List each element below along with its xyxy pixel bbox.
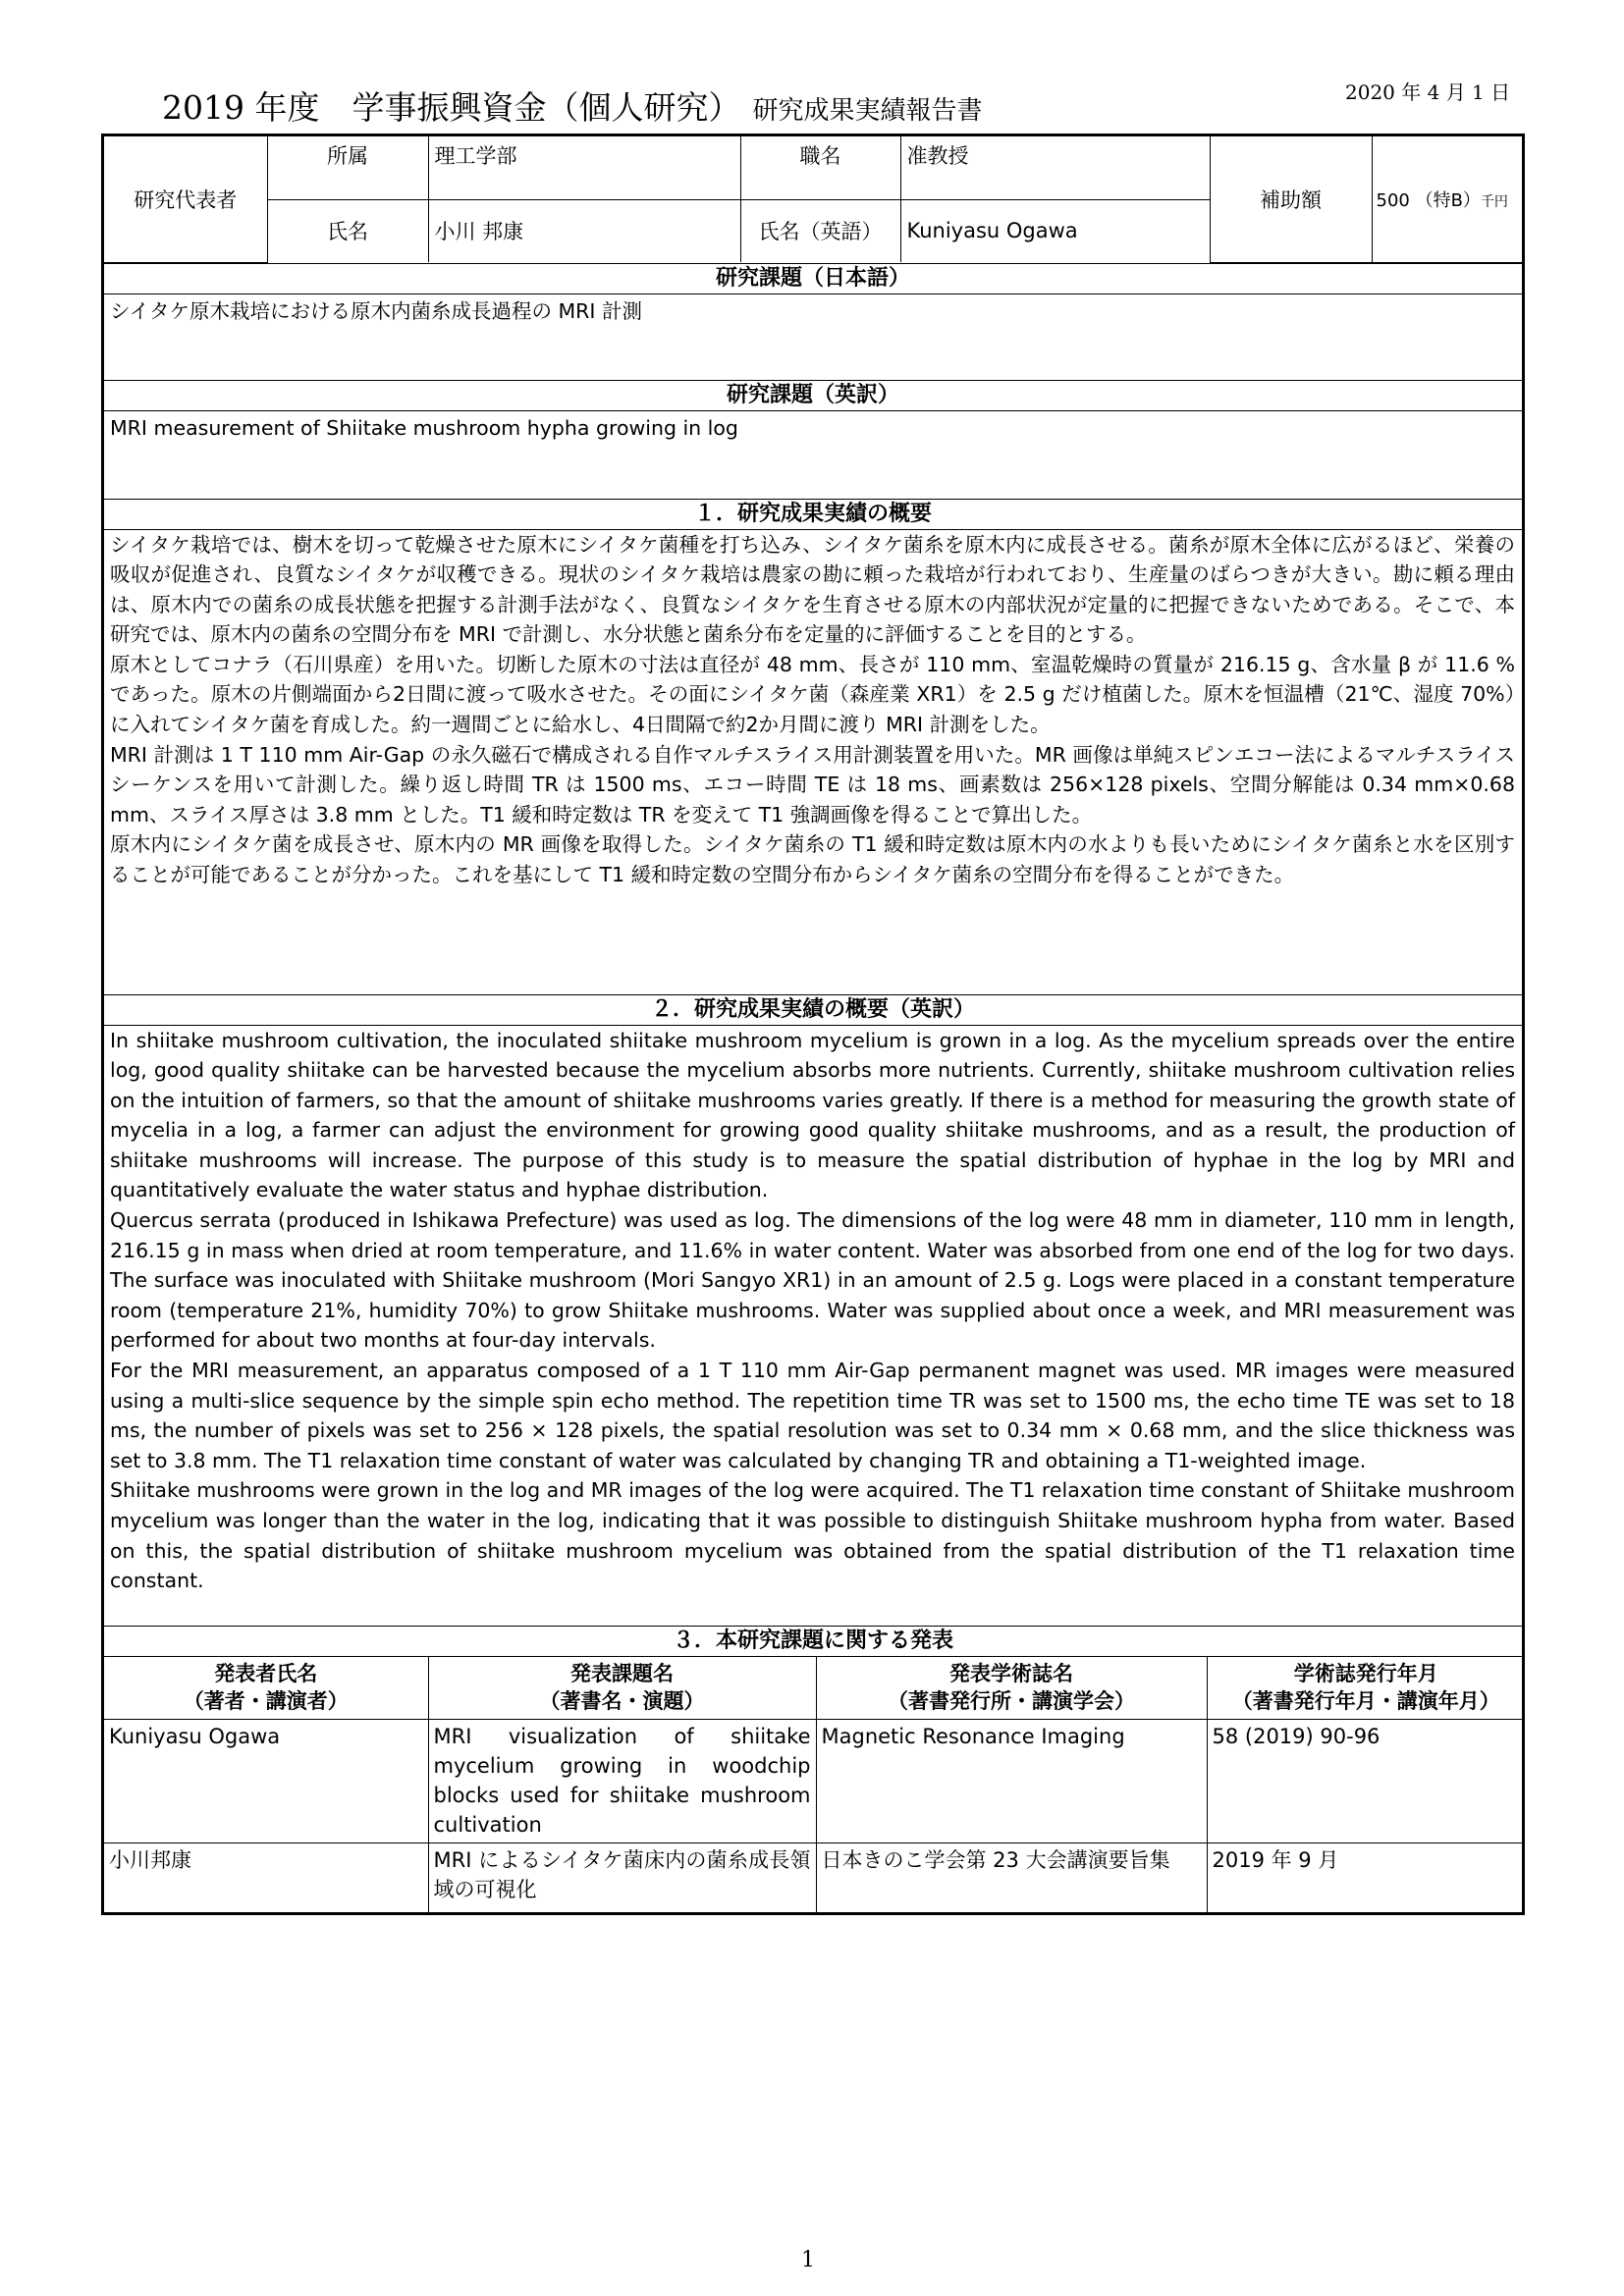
affiliation-label: 所属 [267, 136, 428, 199]
summary-ja-body [104, 530, 1522, 890]
research-title-en-section [103, 380, 1524, 499]
grant-amount [1372, 136, 1525, 262]
col-header-date [1207, 1657, 1525, 1720]
research-title-en-heading: 研究課題（英訳） [104, 381, 1522, 411]
table-row [104, 1720, 1525, 1843]
representative-label: 研究代表者 [104, 136, 267, 262]
col-header-title [428, 1657, 816, 1720]
summary-ja-section [103, 499, 1524, 994]
summary-ja-paragraph: 原木内にシイタケ菌を成長させ、原木内の MR 画像を取得した。シイタケ菌糸の T1 緩和時定数は原木内の水よりも長いためにシイタケ菌糸と水を区別することが可能であることが分かった。これを基にして T1 緩和時定数の空間分布からシイタケ菌糸の空間分布を得ることができた。 [110, 832, 1515, 887]
pub-date: 2019 年 9 月 [1207, 1843, 1525, 1912]
pub-author: 小川邦康 [104, 1843, 428, 1912]
col-header-line: （著書発行所・講演学会） [888, 1689, 1135, 1714]
col-header-line: 発表学術誌名 [949, 1662, 1073, 1686]
position-value: 准教授 [900, 136, 1210, 199]
title-sub: 研究成果実績報告書 [752, 96, 983, 126]
col-header-author [104, 1657, 428, 1720]
report-form [101, 133, 1525, 1915]
summary-en-paragraph: In shiitake mushroom cultivation, the inoculated shiitake mushroom mycelium is grown in a log. As the mycelium spreads over the entire log, good quality shiitake can be harvested because the mycelium absorbs more nutrients. Currently, shiitake mushroom cultivation relies on the intuition of farmers, so that the amount of shiitake mushrooms varies greatly. If there is a method for measuring the growth state of mycelia in a log, a farmer can adjust the environment for growing good quality shiitake mushrooms, and as a result, the production of shiitake mushrooms will increase. The purpose of this study is to measure the spatial distribution of hyphae in the log by MRI and quantitatively evaluate the water status and hyphae distribution. [110, 1028, 1515, 1202]
position-label: 職名 [740, 136, 900, 199]
grant-unit: 千円 [1480, 193, 1508, 210]
affiliation-value: 理工学部 [428, 136, 740, 199]
research-title-ja-heading: 研究課題（日本語） [104, 264, 1522, 294]
summary-ja-paragraph: MRI 計測は 1 T 110 mm Air-Gap の永久磁石で構成される自作マルチスライス用計測装置を用いた。MR 画像は単純スピンエコー法によるマルチスライスシーケンスを用いて計測した。繰り返し時間 TR は 1500 ms、エコー時間 TE は 18 ms、画素数は 256×128 pixels、空間分解能は 0.34 mm×0.68 mm、スライス厚さは 3.8 mm とした。T1 緩和時定数は TR を変えて T1 強調画像を得ることで算出した。 [110, 742, 1515, 827]
pub-author: Kuniyasu Ogawa [104, 1720, 428, 1843]
representative-info [104, 136, 1525, 263]
name-label: 氏名 [267, 199, 428, 262]
table-row [104, 1843, 1525, 1912]
col-header-line: 学術誌発行年月 [1293, 1662, 1438, 1686]
research-title-ja-section [103, 263, 1524, 380]
name-value: 小川 邦康 [428, 199, 740, 262]
name-en-value: Kuniyasu Ogawa [900, 199, 1210, 262]
grant-value: 500 （特B） [1376, 189, 1481, 211]
publications-section [103, 1626, 1524, 1913]
page-number: 1 [801, 2248, 815, 2272]
research-title-ja: シイタケ原木栽培における原木内菌糸成長過程の MRI 計測 [110, 298, 642, 323]
summary-ja-paragraph: シイタケ栽培では、樹木を切って乾燥させた原木にシイタケ菌種を打ち込み、シイタケ菌糸を原木内に成長させる。菌糸が原木全体に広がるほど、栄養の吸収が促進され、良質なシイタケが収穫できる。現状のシイタケ栽培は農家の勘に頼った栽培が行われており、生産量のばらつきが大きい。勘に頼る理由は、原木内での菌糸の成長状態を把握する計測手法がなく、良質なシイタケを生育させる原木の内部状況が定量的に把握できないためである。そこで、本研究では、原木内の菌糸の空間分布を MRI で計測し、水分状態と菌糸分布を定量的に評価することを目的とする。 [110, 532, 1515, 647]
pub-venue: 日本きのこ学会第 23 大会講演要旨集 [816, 1843, 1207, 1912]
summary-en-body [104, 1026, 1522, 1596]
col-header-venue [816, 1657, 1207, 1720]
grant-label: 補助額 [1210, 136, 1372, 262]
report-date: 2020 年 4 月 1 日 [1345, 80, 1511, 104]
col-header-line: 発表課題名 [570, 1662, 674, 1686]
title-main: 2019 年度 学事振興資金（個人研究） [162, 88, 741, 127]
summary-en-paragraph: For the MRI measurement, an apparatus composed of a 1 T 110 mm Air-Gap permanent magnet was used. MR images were measured using a multi-slice sequence by the simple spin echo method. The repetition time TR was set to 1500 ms, the echo time TE was set to 18 ms, the number of pixels was set to 256 × 128 pixels, the spatial resolution was set to 0.34 mm × 0.68 mm, and the slice thickness was set to 3.8 mm. The T1 relaxation time constant of water was calculated by changing TR and obtaining a T1-weighted image. [110, 1359, 1515, 1472]
col-header-line: （著者・講演者） [183, 1689, 349, 1714]
publications-heading: ３．本研究課題に関する発表 [104, 1627, 1522, 1657]
summary-en-paragraph: Shiitake mushrooms were grown in the log and MR images of the log were acquired. The T1 relaxation time constant of Shiitake mushroom mycelium was longer than the water in the log, indicating that it was possible to distinguish Shiitake mushroom hypha from water. Based on this, the spatial distribution of shiitake mushroom mycelium was obtained from the spatial distribution of the T1 relaxation time constant. [110, 1478, 1515, 1593]
pub-venue: Magnetic Resonance Imaging [816, 1720, 1207, 1843]
pub-title: MRI visualization of shiitake mycelium growing in woodchip blocks used for shiitake mushroom cultivation [428, 1720, 816, 1843]
col-header-line: （著書名・演題） [539, 1689, 705, 1714]
col-header-line: 発表者氏名 [214, 1662, 318, 1686]
page-title [162, 82, 983, 129]
research-title-en: MRI measurement of Shiitake mushroom hypha growing in log [110, 415, 738, 440]
summary-en-paragraph: Quercus serrata (produced in Ishikawa Prefecture) was used as log. The dimensions of the log were 48 mm in diameter, 110 mm in length, 216.15 g in mass when dried at room temperature, and 11.6% in water content. Water was absorbed from one end of the log for two days. The surface was inoculated with Shiitake mushroom (Mori Sangyo XR1) in an amount of 2.5 g. Logs were placed in a constant temperature room (temperature 21%, humidity 70%) to grow Shiitake mushrooms. Water was supplied about once a week, and MRI measurement was performed for about two months at four-day intervals. [110, 1208, 1515, 1353]
name-en-label: 氏名（英語） [740, 199, 900, 262]
summary-en-section [103, 994, 1524, 1626]
col-header-line: （著書発行年月・講演年月） [1231, 1689, 1500, 1714]
pub-date: 58 (2019) 90-96 [1207, 1720, 1525, 1843]
summary-ja-heading: １．研究成果実績の概要 [104, 500, 1522, 530]
summary-en-heading: ２．研究成果実績の概要（英訳） [104, 995, 1522, 1026]
pub-title: MRI によるシイタケ菌床内の菌糸成長領域の可視化 [428, 1843, 816, 1912]
publications-table [104, 1657, 1525, 1912]
summary-ja-paragraph: 原木としてコナラ（石川県産）を用いた。切断した原木の寸法は直径が 48 mm、長さが 110 mm、室温乾燥時の質量が 216.15 g、含水量 β が 11.6 %であった。原木の片側端面から2日間に渡って吸水させた。その面にシイタケ菌（森産業 XR1）を 2.5 g だけ植菌した。原木を恒温槽（21℃、湿度 70%）に入れてシイタケ菌を育成した。約一週間ごとに給水し、4日間隔で約2か月間に渡り MRI 計測をした。 [110, 652, 1515, 737]
